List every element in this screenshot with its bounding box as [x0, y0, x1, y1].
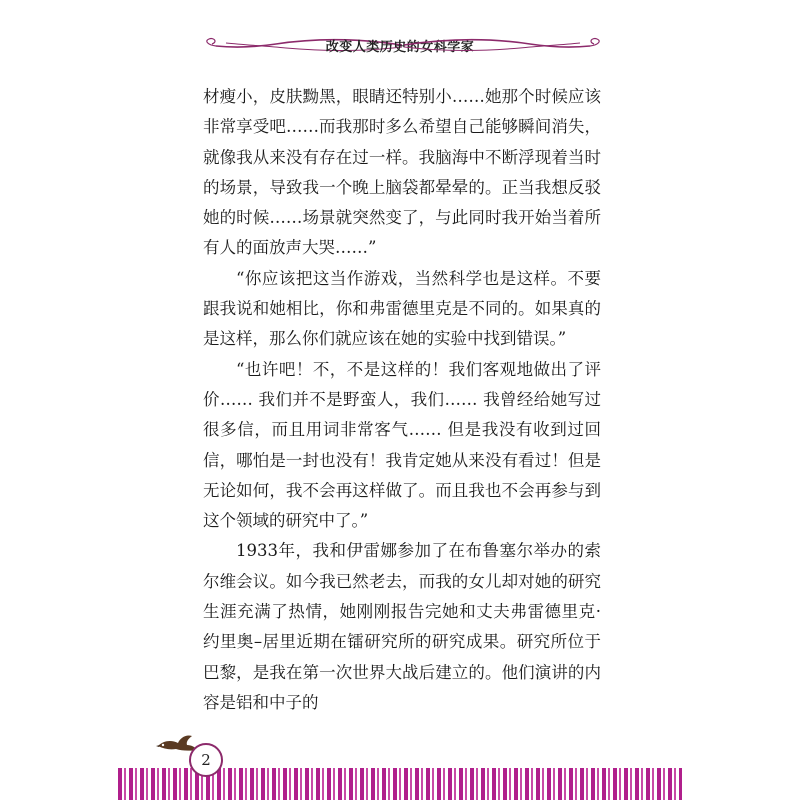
paragraph-1: 材瘦小，皮肤黝黑，眼睛还特别小……她那个时候应该非常享受吧……而我那时多么希望自己能够瞬间消失，就像我从来没有存在过一样。我脑海中不断浮现着当时的场景，导致我一个晚上脑袋都晕晕的。正当我想反驳她的时候……场景就突然变了，与此同时我开始当着所有人的面放声大哭……” [203, 87, 601, 258]
header-title: 改变人类历史的女科学家 [325, 40, 475, 55]
page-body [203, 82, 601, 718]
right-scroll-ornament-icon [404, 34, 610, 56]
page-number: 2 [189, 743, 223, 777]
paragraph-3: “也许吧！不，不是这样的！我们客观地做出了评价…… 我们并不是野蛮人，我们…… 我曾经给她写过很多信，而且用词非常客气…… 但是我没有收到过回信，哪怕是一封也没有！我肯定她从来没有看过！但是无论如何，我不会再这样做了。而且我也不会再参与到这个领域的研究中了。” [203, 359, 601, 531]
running-header [0, 34, 800, 58]
paragraph-2: “你应该把这当作游戏，当然科学也是这样。不要跟我说和她相比，你和弗雷德里克是不同的。如果真的是这样，那么你们就应该在她的实验中找到错误。” [203, 268, 601, 349]
paragraph-4: 1933年，我和伊雷娜参加了在布鲁塞尔举办的索尔维会议。如今我已然老去，而我的女儿却对她的研究生涯充满了热情，她刚刚报告完她和丈夫弗雷德里克·约里奥–居里近期在镭研究所的研究成果。研究所位于巴黎，是我在第一次世界大战后建立的。他们演讲的内容是铝和中子的 [203, 541, 601, 712]
